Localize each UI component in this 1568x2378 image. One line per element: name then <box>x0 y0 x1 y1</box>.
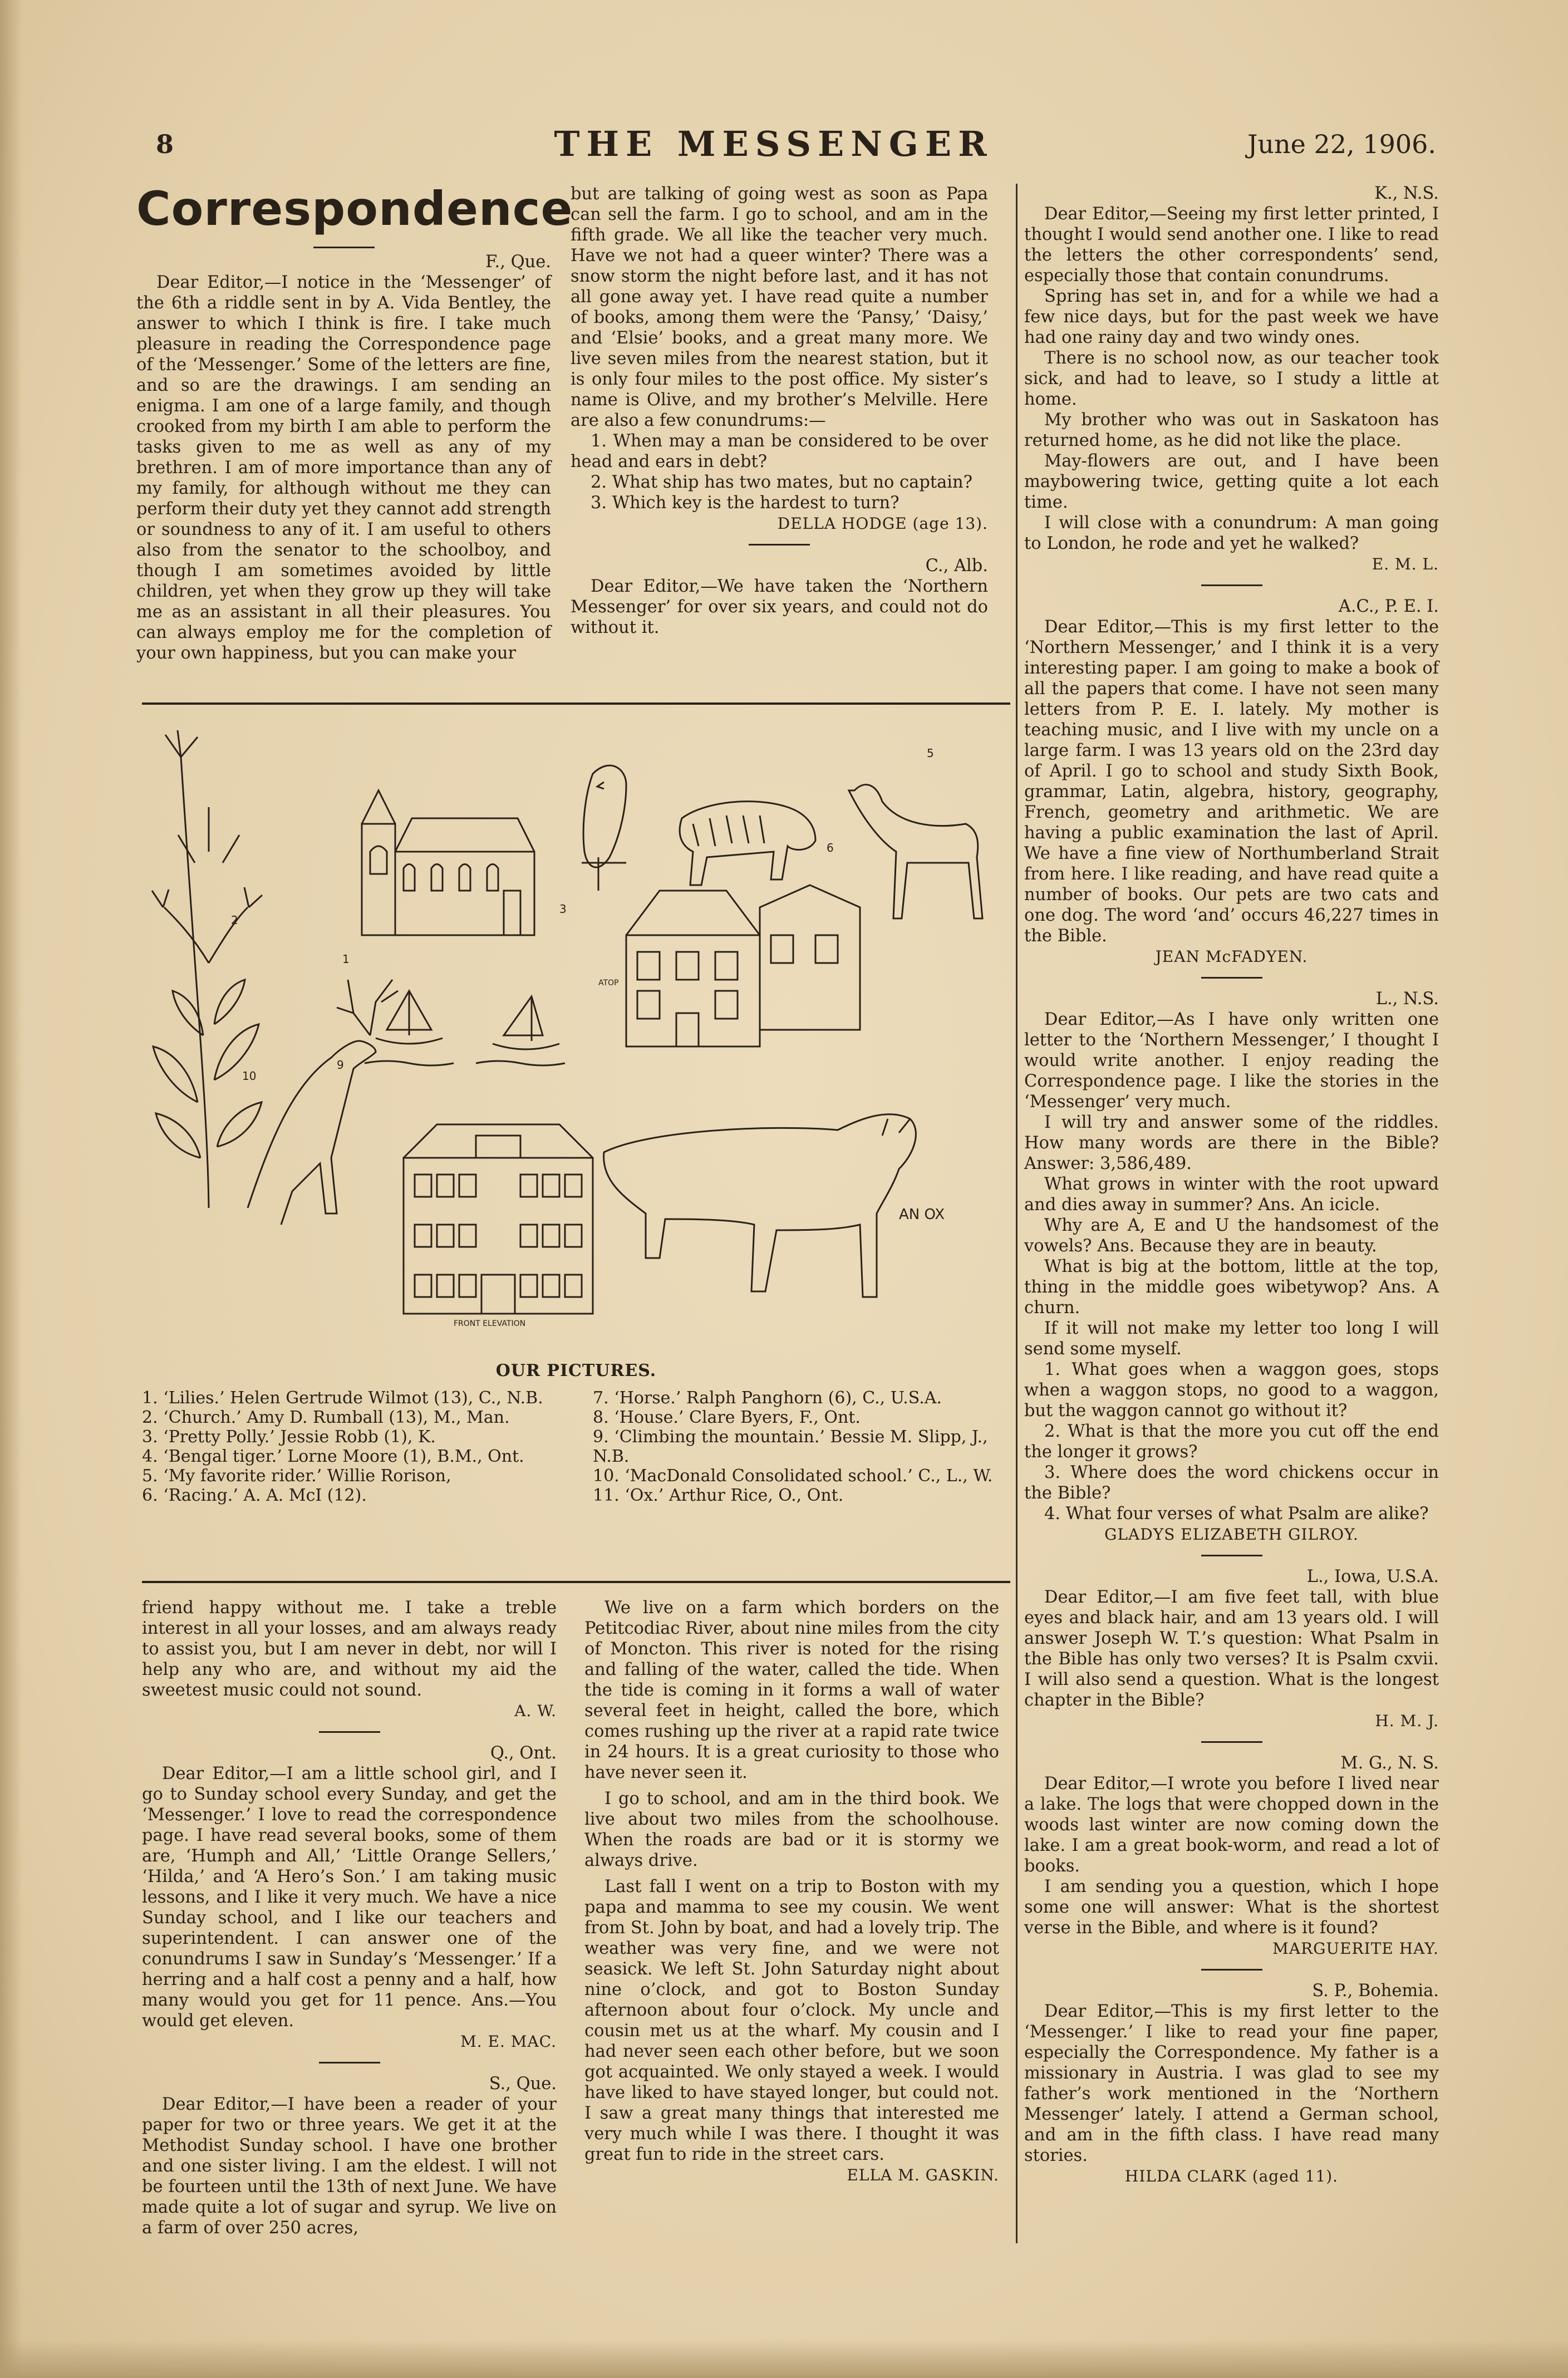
caption-item: 8. ‘House.’ Clare Byers, F., Ont. <box>593 1408 861 1427</box>
divider <box>1201 977 1262 979</box>
divider <box>749 544 810 546</box>
letter-paragraph: There is no school now, as our teacher took sick, and had to leave, so I study a little at home. <box>1024 348 1439 409</box>
school-label: FRONT ELEVATION <box>454 1319 526 1328</box>
house-label: ATOP <box>598 979 619 987</box>
column-1-top <box>136 181 573 664</box>
divider <box>1201 1741 1262 1743</box>
letter-location: A.C., P. E. I. <box>1338 597 1439 616</box>
divider <box>319 2062 380 2063</box>
letter-paragraph: Dear Editor,—I am a little school girl, and I go to Sunday school every Sunday, and get the ‘Messenger.’ I love to read the correspondence page. I have read several books, some of them are, ‘Humph and All,’ ‘Little Orange Sellers,’ ‘Hilda,’ and ‘A Hero’s Son.’ I am taking music lessons, and I like it very much. We have a nice Sunday school, and I like our teachers and superintendent. I can answer one of the conundrums I saw in Sunday’s ‘Messenger.’ If a herring and a half cost a penny and a half, how many would you get for 11 pence. Ans.—You would get eleven. <box>142 1764 557 2031</box>
letter-paragraph: Dear Editor,—We have taken the ‘Northern Messenger’ for over six years, and could not do without it. <box>571 577 988 637</box>
letter-signature: E. M. L. <box>1372 555 1439 573</box>
stag-drawing <box>248 980 398 1225</box>
letter-paragraph: 1. What goes when a waggon goes, stops when a waggon stops, no good to a waggon, but the waggon cannot go without it? <box>1024 1360 1439 1421</box>
divider <box>1201 1555 1262 1556</box>
letter-paragraph: Dear Editor,—Seeing my first letter printed, I thought I would send another one. I like to read the letters the other correspondents’ send, especially those that contain conundrums. <box>1024 204 1439 286</box>
letter-location: L., N.S. <box>1375 989 1439 1009</box>
letter-signature: A. W. <box>514 1702 557 1720</box>
divider <box>313 247 375 248</box>
sailboat-drawing <box>365 991 565 1065</box>
svg-text:10: 10 <box>242 1069 257 1083</box>
letter-paragraph: Dear Editor,—I am five feet tall, with blue eyes and black hair, and am 13 years old. I will answer Joseph W. T.’s question: What Psalm in the Bible has only two verses? It is Psalm cxvii. I will also send a question. What is the longest chapter in the Bible? <box>1024 1588 1439 1710</box>
captions-right <box>593 1388 1010 1505</box>
svg-text:2: 2 <box>231 913 238 927</box>
pictures-caption-block <box>142 1361 1010 1505</box>
letter-paragraph: Dear Editor,—I have been a reader of your paper for two or three years. We get it at the Methodist Sunday school. I have one brother and one sister living. I am the eldest. I will not be fourteen until the 13th of next June. We have made quite a lot of sugar and syrup. We live on a farm of over 250 acres, <box>142 2095 557 2238</box>
letter-paragraph: I will try and answer some of the riddles. How many words are there in the Bible? Answer: 3,586,489. <box>1024 1113 1439 1173</box>
letter-signature: DELLA HODGE (age 13). <box>777 514 988 533</box>
riddle: 1. When may a man be considered to be over head and ears in debt? <box>571 431 988 471</box>
page-shadow-bottom <box>0 2339 1568 2378</box>
divider <box>1201 1969 1262 1971</box>
letter-paragraph: We live on a farm which borders on the Petitcodiac River, about nine miles from the city of Moncton. This river is noted for the rising and falling of the water, called the tide. When the tide is coming in it forms a wall of water several feet in height, called the bore, which comes rushing up the river at a rapid rate twice in 24 hours. It is a great curiosity to those who have never seen it. <box>584 1598 999 1782</box>
svg-text:9: 9 <box>337 1058 344 1072</box>
caption-item: 6. ‘Racing.’ A. A. McI (12). <box>142 1486 367 1505</box>
letter-paragraph: My brother who was out in Saskatoon has returned home, as he did not like the place. <box>1024 410 1439 450</box>
letter-location: Q., Ont. <box>490 1743 557 1763</box>
divider <box>1201 584 1262 586</box>
caption-item: 11. ‘Ox.’ Arthur Rice, O., Ont. <box>593 1486 844 1505</box>
letter-signature: HILDA CLARK (aged 11). <box>1124 2167 1339 2185</box>
parrot-drawing <box>582 765 626 891</box>
reader-drawings <box>142 724 1010 1342</box>
column-3 <box>1024 181 1439 2187</box>
pictures-title: OUR PICTURES. <box>495 1361 657 1380</box>
horse-drawing <box>849 785 982 918</box>
letter-paragraph: Last fall I went on a trip to Boston with my papa and mamma to see my cousin. We went from St. John by boat, and had a lovely trip. The weather was very fine, and we were not seasick. We left St. John Saturday night about nine o’clock, and got to Boston Sunday afternoon about four o’clock. My uncle and cousin met us at the wharf. My cousin and I had never seen each other before, but we soon got acquainted. We only stayed a week. I would have liked to have stayed longer, but could not. I saw a great many things that interested me very much while I was there. I thought it was great fun to ride in the street cars. <box>584 1877 999 2164</box>
letter-paragraph: May-flowers are out, and I have been maybowering twice, getting quite a lot each time. <box>1024 451 1439 512</box>
svg-text:6: 6 <box>827 841 834 854</box>
caption-item: 5. ‘My favorite rider.’ Willie Rorison, <box>142 1466 451 1486</box>
svg-text:5: 5 <box>927 746 934 760</box>
letter-paragraph: If it will not make my letter too long I will send some myself. <box>1024 1319 1439 1359</box>
letter-location: F., Que. <box>485 252 551 272</box>
svg-text:3: 3 <box>559 902 567 916</box>
lilies-drawing <box>152 730 262 1208</box>
letter-paragraph: Dear Editor,—This is my first letter to the ‘Northern Messenger,’ and I think it is a very interesting paper. I am going to make a book of all the papers that come. I have not seen many letters from P. E. I. lately. My mother is teaching music, and I live with my uncle on a large farm. I was 13 years old on the 23rd day of April. I go to school and study Sixth Book, grammar, Latin, algebra, history, geography, French, geometry and arithmetic. We are having a public examination the last of April. We have a fine view of Northumberland Strait from here. I like reading, and have read quite a number of books. Our pets are two cats and one dog. The word ‘and’ occurs 46,227 times in the Bible. <box>1024 617 1439 946</box>
letter-location: K., N.S. <box>1374 184 1439 203</box>
letter-location: S., Que. <box>489 2074 557 2094</box>
letter-paragraph: Spring has set in, and for a while we had a few nice days, but for the past week we have had one rainy day and two windy ones. <box>1024 287 1439 347</box>
caption-item: 3. ‘Pretty Polly.’ Jessie Robb (1), K. <box>142 1427 436 1447</box>
captions-left <box>142 1388 559 1505</box>
masthead: THE MESSENGER <box>554 124 994 164</box>
tiger-drawing <box>680 802 815 885</box>
letter-paragraph: 2. What is that the more you cut off the end the longer it grows? <box>1024 1422 1439 1462</box>
letter-paragraph: Dear Editor,—As I have only written one letter to the ‘Northern Messenger,’ I thought I would write another. I enjoy reading the Correspondence page. I like the stories in the ‘Messenger’ very much. <box>1024 1010 1439 1112</box>
letter-paragraph: I will close with a conundrum: A man going to London, he rode and yet he walked? <box>1024 513 1439 553</box>
letter-paragraph: Dear Editor,—I wrote you before I lived near a lake. The logs that were chopped down in the woods last winter are now coming down the lake. I am a great book-worm, and read a lot of books. <box>1024 1774 1439 1876</box>
school-drawing <box>404 1124 593 1314</box>
section-divider-bottom <box>142 1581 1010 1583</box>
caption-item: 4. ‘Bengal tiger.’ Lorne Moore (1), B.M., Ont. <box>142 1447 524 1466</box>
letter-paragraph: What grows in winter with the root upward and dies away in summer? Ans. An icicle. <box>1024 1175 1439 1215</box>
letter-location: C., Alb. <box>925 556 988 576</box>
letter-paragraph: but are talking of going west as soon as Papa can sell the farm. I go to school, and am in the fifth grade. We all like the teacher very much. Have we not had a queer winter? There was a snow storm the night before last, and it has not all gone away yet. I have read quite a number of books, among them were the ‘Pansy,’ ‘Daisy,’ and ‘Elsie’ books, and a great many more. We live seven miles from the nearest station, but it is only four miles to the post office. My sister’s name is Olive, and my brother’s Melville. Here are also a few conundrums:— <box>571 184 988 430</box>
column-1-bottom <box>142 1598 557 2238</box>
riddle: 3. Which key is the hardest to turn? <box>591 493 899 513</box>
letter-location: S. P., Bohemia. <box>1312 1981 1439 2001</box>
letter-paragraph: I am sending you a question, which I hope some one will answer: What is the shortest verse in the Bible, and where is it found? <box>1024 1877 1439 1938</box>
letter-paragraph: Why are A, E and U the handsomest of the vowels? Ans. Because they are in beauty. <box>1024 1216 1439 1256</box>
letter-paragraph: Dear Editor,—I notice in the ‘Messenger’ of the 6th a riddle sent in by A. Vida Bentley, the answer to which I think is fire. I take much pleasure in reading the Correspondence page of the ‘Messenger.’ Some of the letters are fine, and so are the drawings. I am sending an enigma. I am one of a large family, and though crooked from my birth I am able to perform the tasks given to me as well as any of my brethren. I am of more importance than any of my family, for although without me they can perform their duty yet they cannot add strength or soundness to any of it. I am useful to others also from the senator to the schoolboy, and though I am sometimes avoided by little children, yet when they grow up they will take me as an assistant in all their pleasures. You can always employ me for the completion of your own happiness, but you can make your <box>136 273 551 663</box>
church-drawing <box>362 790 534 935</box>
column-separator <box>1016 184 1018 2243</box>
letter-location: M. G., N. S. <box>1340 1753 1439 1773</box>
page-shadow-left <box>0 0 22 2378</box>
divider <box>319 1731 380 1733</box>
issue-date: June 22, 1906. <box>1247 129 1436 159</box>
letter-paragraph: What is big at the bottom, little at the top, thing in the middle goes wibetywop? Ans. A churn. <box>1024 1257 1439 1318</box>
caption-item: 7. ‘Horse.’ Ralph Panghorn (6), C., U.S.A. <box>593 1388 942 1408</box>
caption-item: 2. ‘Church.’ Amy D. Rumball (13), M., Man. <box>142 1408 510 1427</box>
letter-signature: MARGUERITE HAY. <box>1272 1939 1439 1958</box>
section-divider-top <box>142 702 1010 705</box>
ox-label: AN OX <box>899 1206 945 1223</box>
letter-signature: JEAN McFADYEN. <box>1155 947 1308 966</box>
page-header <box>156 124 1436 174</box>
ox-drawing <box>604 1114 916 1297</box>
column-2-top <box>571 184 988 638</box>
letter-paragraph: 3. Where does the word chickens occur in the Bible? <box>1024 1463 1439 1503</box>
column-2-bottom <box>584 1598 999 2185</box>
page-number: 8 <box>156 129 174 159</box>
letter-signature: H. M. J. <box>1375 1712 1439 1730</box>
caption-item: 1. ‘Lilies.’ Helen Gertrude Wilmot (13), C., N.B. <box>142 1388 543 1408</box>
house-drawing <box>626 885 860 1046</box>
svg-text:1: 1 <box>342 952 350 966</box>
letter-signature: ELLA M. GASKIN. <box>847 2166 999 2184</box>
caption-item: 9. ‘Climbing the mountain.’ Bessie M. Slipp, J., N.B. <box>593 1427 988 1466</box>
letter-signature: M. E. MAC. <box>460 2032 557 2051</box>
letter-signature: GLADYS ELIZABETH GILROY. <box>1104 1525 1359 1544</box>
letter-paragraph: I go to school, and am in the third book. We live about two miles from the schoolhouse. When the roads are bad or it is stormy we always drive. <box>584 1789 999 1870</box>
section-title: Correspondence <box>136 181 573 236</box>
riddle: 2. What ship has two mates, but no captain? <box>591 473 973 492</box>
letter-paragraph: Dear Editor,—This is my first letter to the ‘Messenger.’ I like to read your fine paper, especially the Correspondence. My father is a missionary in Austria. I was glad to see my father’s work mentioned in the ‘Northern Messenger’ lately. I attend a German school, and am in the fifth class. I have read many stories. <box>1024 2002 1439 2165</box>
letter-paragraph: friend happy without me. I take a treble interest in all your losses, and am always ready to assist you, but I am never in debt, nor will I help any who are, and without my aid the sweetest music could not sound. <box>142 1598 557 1700</box>
letter-paragraph: 4. What four verses of what Psalm are alike? <box>1044 1504 1429 1524</box>
caption-item: 10. ‘MacDonald Consolidated school.’ C., L., W. <box>593 1466 993 1486</box>
letter-location: L., Iowa, U.S.A. <box>1306 1567 1439 1586</box>
